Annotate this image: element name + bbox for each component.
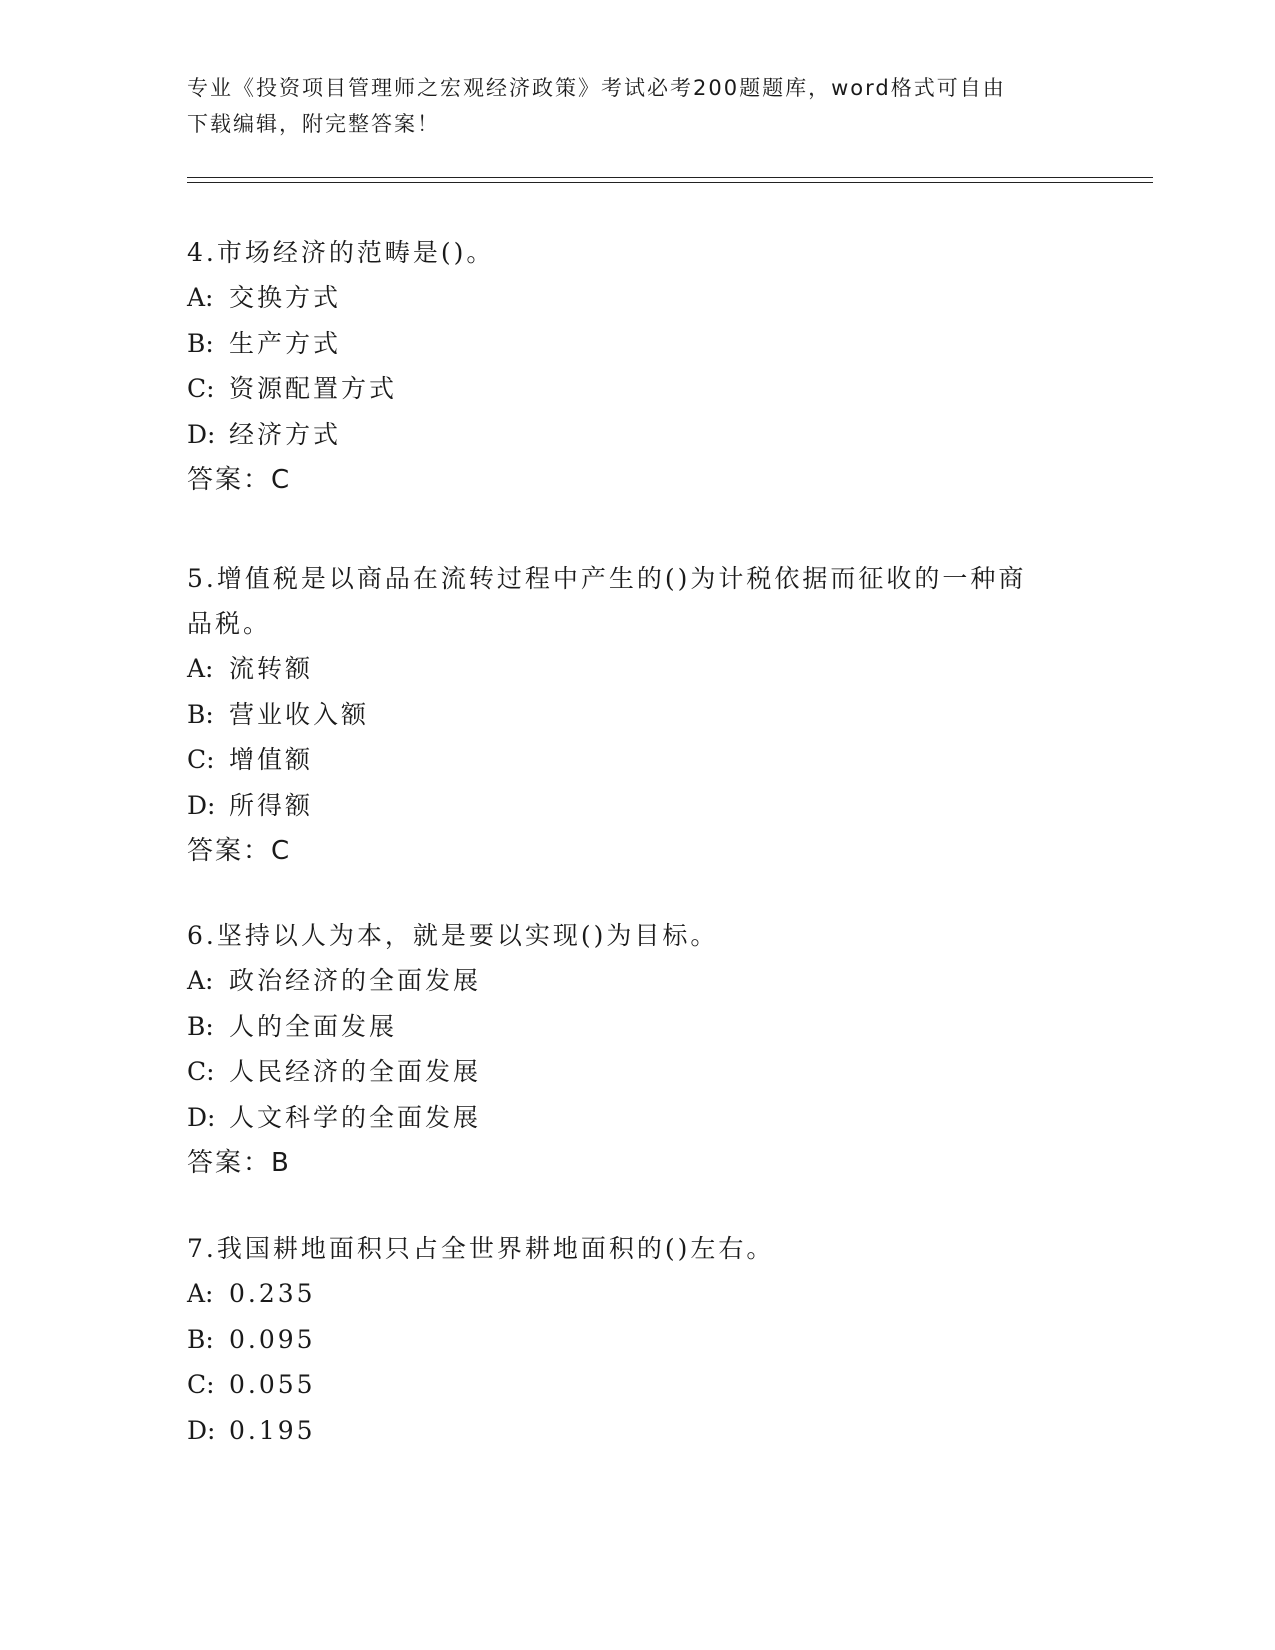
option-text: 人的全面发展: [229, 1011, 398, 1041]
option-letter: B:: [187, 1011, 214, 1041]
header-divider-top: [187, 177, 1153, 178]
option-letter: D:: [187, 419, 216, 449]
option-b: [187, 692, 1047, 738]
option-letter: A:: [187, 654, 214, 683]
option-c: [187, 366, 1087, 412]
option-c: [187, 737, 1047, 783]
option-text: 交换方式: [229, 283, 342, 312]
option-letter: B:: [187, 328, 214, 358]
option-d: [187, 412, 1087, 458]
option-letter: C:: [187, 1370, 215, 1399]
option-text: 经济方式: [229, 419, 342, 449]
answer-line: 答案：B: [187, 1148, 291, 1178]
option-c: [187, 1362, 1087, 1408]
option-text: 0.195: [229, 1415, 316, 1445]
option-d: [187, 1408, 1087, 1454]
option-text: 人民经济的全面发展: [229, 1057, 482, 1086]
option-letter: D:: [187, 1415, 216, 1445]
question-5: [187, 556, 1047, 874]
option-a: [187, 958, 1087, 1004]
option-b: [187, 1004, 1087, 1050]
question-stem: 6.坚持以人为本，就是要以实现()为目标。: [187, 921, 719, 950]
option-letter: A:: [187, 966, 214, 995]
question-stem: 4.市场经济的范畴是()。: [187, 238, 495, 267]
option-b: [187, 321, 1087, 367]
option-text: 0.235: [229, 1279, 316, 1308]
option-letter: B:: [187, 699, 214, 729]
question-6: [187, 913, 1087, 1186]
option-text: 资源配置方式: [229, 374, 398, 403]
option-letter: C:: [187, 745, 215, 774]
question-stem: 5.增值税是以商品在流转过程中产生的()为计税依据而征收的一种商品税。: [187, 564, 1027, 638]
option-text: 0.095: [229, 1324, 316, 1354]
option-text: 流转额: [229, 654, 314, 683]
question-7: [187, 1226, 1087, 1453]
option-text: 营业收入额: [229, 699, 370, 729]
option-a: [187, 646, 1047, 692]
document-header: [187, 70, 1057, 142]
option-d: [187, 1095, 1087, 1141]
option-c: [187, 1049, 1087, 1095]
answer-line: 答案：C: [187, 465, 292, 495]
option-a: [187, 275, 1087, 321]
question-4: [187, 230, 1087, 503]
option-letter: A:: [187, 1279, 214, 1308]
option-text: 0.055: [229, 1370, 316, 1399]
header-line-1: 专业《投资项目管理师之宏观经济政策》考试必考200题题库，word格式可自由: [187, 76, 1006, 100]
option-letter: A:: [187, 283, 214, 312]
option-letter: B:: [187, 1324, 214, 1354]
option-text: 人文科学的全面发展: [229, 1102, 482, 1132]
answer-line: 答案：C: [187, 836, 292, 866]
option-b: [187, 1317, 1087, 1363]
option-a: [187, 1271, 1087, 1317]
option-letter: D:: [187, 790, 216, 820]
option-text: 所得额: [229, 790, 314, 820]
option-text: 生产方式: [229, 328, 342, 358]
option-d: [187, 783, 1047, 829]
header-divider-bottom: [187, 182, 1153, 183]
option-text: 政治经济的全面发展: [229, 966, 482, 995]
option-letter: C:: [187, 374, 215, 403]
option-letter: C:: [187, 1057, 215, 1086]
header-line-2: 下载编辑，附完整答案！: [187, 112, 440, 136]
option-text: 增值额: [229, 745, 314, 774]
option-letter: D:: [187, 1102, 216, 1132]
question-stem: 7.我国耕地面积只占全世界耕地面积的()左右。: [187, 1234, 775, 1263]
